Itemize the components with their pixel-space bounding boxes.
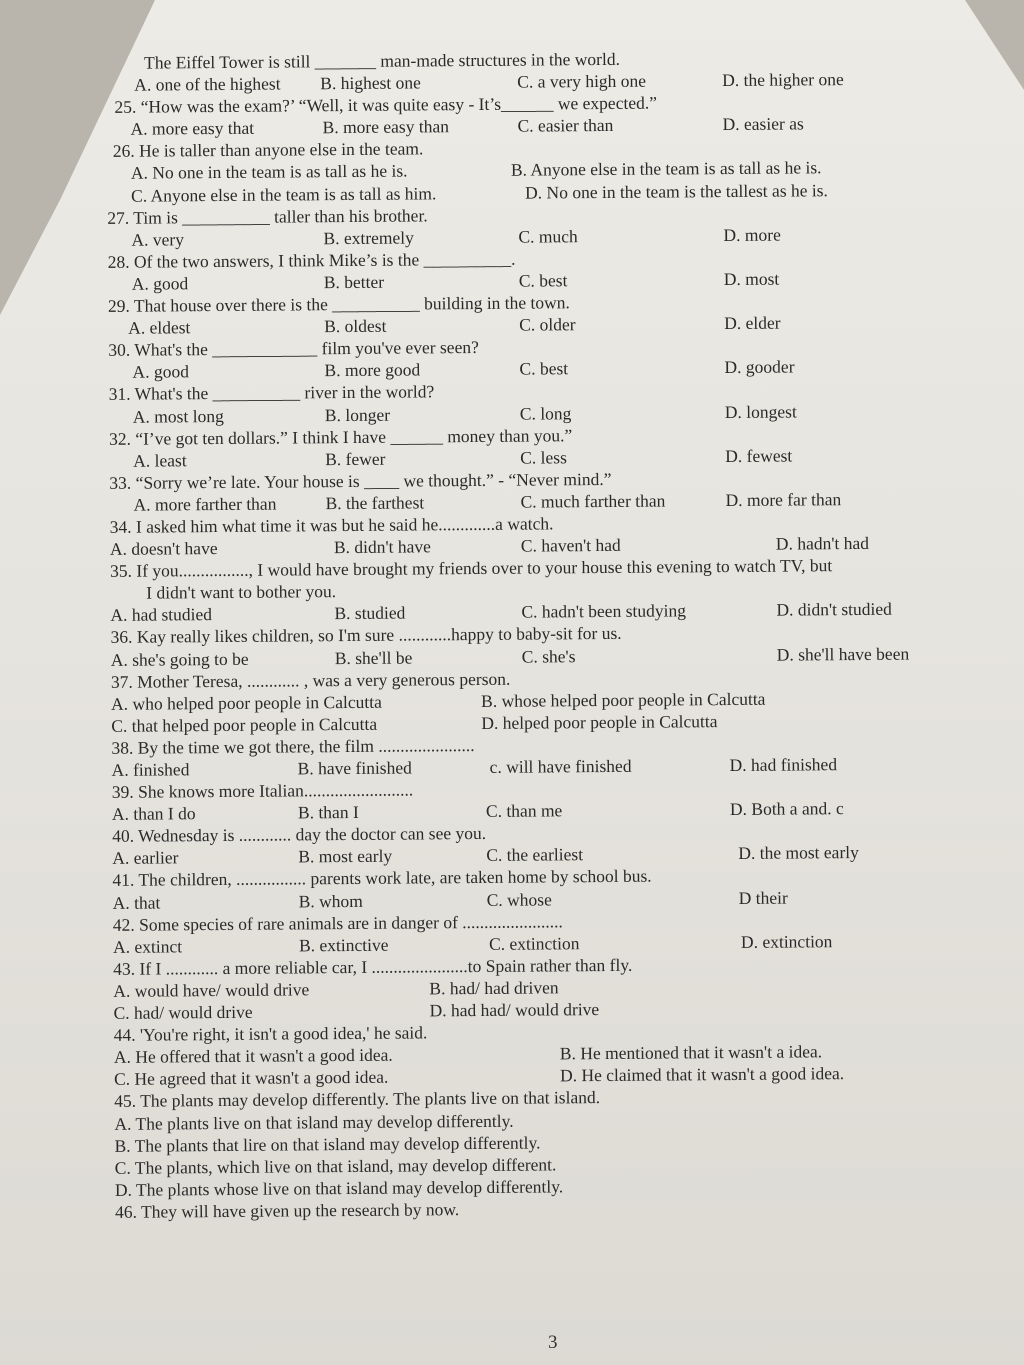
option-b: B. He mentioned that it wasn't a idea. xyxy=(559,1041,823,1064)
option-b: B. better xyxy=(323,271,385,293)
option-d: D. more far than xyxy=(725,489,842,510)
option-a: A. one of the highest xyxy=(134,73,281,95)
question-stem: 37. Mother Teresa, ............ , was a very generous person. xyxy=(110,668,511,692)
option-a: A. finished xyxy=(111,759,190,780)
option-a: A. He offered that it wasn't a good idea. xyxy=(113,1044,393,1068)
question-stem: 36. Kay really likes children, so I'm sure ............happy to baby-sit for us. xyxy=(110,623,622,648)
option-d: D. had finished xyxy=(729,754,838,776)
option-a: A. most long xyxy=(132,405,224,427)
option-c: C. the earliest xyxy=(486,844,584,866)
question-stem: 26. He is taller than anyone else in the team. xyxy=(112,138,424,162)
option-d: D. the most early xyxy=(738,842,859,864)
question-stem: 33. “Sorry we’re late. Your house is ____ we thought.” - “Never mind.” xyxy=(109,468,612,493)
option-d: D their xyxy=(738,887,788,908)
option-c: C. much xyxy=(518,225,578,247)
option-a: A. doesn't have xyxy=(109,538,218,559)
option-c: C. less xyxy=(520,446,567,468)
option-c: C. had/ would drive xyxy=(113,1001,253,1023)
option-c: C. than me xyxy=(485,800,563,822)
option-c: C. whose xyxy=(486,888,552,910)
question-stem: 35. If you................, I would have brought my friends over to your house this evening to watch TV, but xyxy=(109,555,833,582)
option-b: B. the farthest xyxy=(325,492,425,514)
option-d: D. the higher one xyxy=(722,69,844,91)
question-stem: 34. I asked him what time it was but he said he.............a watch. xyxy=(109,513,554,537)
option-a: A. she's going to be xyxy=(110,648,249,670)
option-a: A. more easy that xyxy=(130,118,255,139)
option-a: A. eldest xyxy=(128,317,191,338)
option-d: D. No one in the team is the tallest as he is. xyxy=(525,179,828,203)
option-c: C. a very high one xyxy=(517,70,647,92)
option-b: B. studied xyxy=(334,602,406,624)
option-c: C. older xyxy=(519,314,576,335)
question-stem: 27. Tim is __________ taller than his brother. xyxy=(107,205,428,228)
option-d: D. He claimed that it wasn't a good idea. xyxy=(559,1063,845,1086)
option-b: B. extremely xyxy=(323,227,414,248)
exam-content xyxy=(92,45,981,1223)
question-stem: 29. That house over there is the __________ building in the town. xyxy=(107,292,570,316)
option-b: B. than I xyxy=(297,802,359,823)
option-b: B. had/ had driven xyxy=(429,977,559,999)
question-stem: 39. She knows more Italian......................... xyxy=(111,779,414,802)
option-b: B. fewer xyxy=(325,448,386,469)
question-stem: 41. The children, ................ parents work late, are taken home by school bus. xyxy=(112,866,652,891)
option-a: A. good xyxy=(132,361,189,383)
option-b: B. longer xyxy=(324,404,391,425)
option-c: C. she's xyxy=(521,645,576,667)
option-a: A. No one in the team is as tall as he is. xyxy=(130,160,408,184)
option-b: B. more good xyxy=(324,359,421,381)
option-d: D. had had/ would drive xyxy=(429,999,600,1021)
page-number: 3 xyxy=(548,1332,558,1353)
option-b: B. extinctive xyxy=(298,934,389,956)
option-d: D. Both a and. c xyxy=(729,798,844,820)
option-d: D. extinction xyxy=(740,930,833,952)
question-continuation: I didn't want to bother you. xyxy=(146,581,337,603)
option-b: B. oldest xyxy=(324,315,387,337)
option-c: C. extinction xyxy=(488,932,580,954)
option-d: D. she'll have been xyxy=(776,643,910,665)
option-b: B. most early xyxy=(298,846,393,867)
option-c: C. much farther than xyxy=(520,490,666,512)
option-d: D. fewest xyxy=(725,445,793,466)
question-stem: 40. Wednesday is ............ day the doctor can see you. xyxy=(112,823,487,847)
option-a: A. than I do xyxy=(111,803,196,825)
option-d: D. The plants whose live on that island may develop differently. xyxy=(114,1176,564,1200)
option-d: D. elder xyxy=(724,312,781,334)
question-stem: 38. By the time we got there, the film ...................... xyxy=(111,734,475,758)
question-stem: 30. What's the ____________ film you've ever seen? xyxy=(108,337,479,361)
option-a: A. more farther than xyxy=(133,493,277,515)
question-stem: 44. 'You're right, it isn't a good idea,' he said. xyxy=(113,1022,428,1045)
option-a: A. very xyxy=(131,229,185,250)
option-b: B. highest one xyxy=(320,72,421,94)
question-stem: 46. They will have given up the research by now. xyxy=(115,1199,460,1222)
option-a: A. who helped poor people in Calcutta xyxy=(111,691,382,714)
option-c: C. that helped poor people in Calcutta xyxy=(111,713,378,736)
option-c: C. hadn't been studying xyxy=(521,600,687,622)
option-c: C. haven't had xyxy=(520,534,621,556)
option-d: D. gooder xyxy=(724,356,795,378)
option-d: D. hadn't had xyxy=(775,532,870,554)
option-a: A. extinct xyxy=(112,936,183,957)
option-a: A. would have/ would drive xyxy=(113,979,310,1001)
option-c: C. best xyxy=(519,358,569,379)
option-d: D. longest xyxy=(724,400,797,422)
option-d: D. didn't studied xyxy=(776,599,892,620)
question-stem: 31. What's the __________ river in the world? xyxy=(108,381,435,405)
option-b: B. she'll be xyxy=(334,647,413,668)
option-d: D. helped poor people in Calcutta xyxy=(481,710,718,733)
option-d: D. more xyxy=(723,224,781,245)
option-b: B. have finished xyxy=(297,757,412,779)
option-b: B. whom xyxy=(298,890,363,911)
option-a: A. least xyxy=(133,449,187,471)
question-stem: 43. If I ............ a more reliable car, I ......................to Spain rather than fly. xyxy=(113,954,633,979)
option-b: B. Anyone else in the team is as tall as he is. xyxy=(510,157,822,181)
question-stem: 42. Some species of rare animals are in danger of ....................... xyxy=(112,910,563,935)
option-c: c. will have finished xyxy=(489,755,632,777)
option-a: A. good xyxy=(131,273,189,294)
option-c: C. long xyxy=(519,402,572,424)
question-stem: 25. “How was the exam?’ “Well, it was quite easy - It’s______ we expected.” xyxy=(114,92,658,118)
option-c: C. Anyone else in the team is as tall as him. xyxy=(131,182,437,206)
option-a: A. The plants live on that island may develop differently. xyxy=(114,1110,514,1134)
option-a: A. that xyxy=(112,892,161,913)
question-stem: The Eiffel Tower is still _______ man-made structures in the world. xyxy=(144,48,621,73)
question-stem: 32. “I’ve got ten dollars.” I think I have ______ money than you.” xyxy=(108,424,573,449)
question-stem: 45. The plants may develop differently. The plants live on that island. xyxy=(114,1087,601,1112)
option-c: C. best xyxy=(518,270,568,291)
option-c: C. easier than xyxy=(517,115,614,136)
option-a: A. earlier xyxy=(112,847,179,869)
option-a: A. had studied xyxy=(110,604,213,626)
option-b: B. more easy than xyxy=(322,116,450,138)
question-stem: 28. Of the two answers, I think Mike’s is the __________. xyxy=(107,248,516,272)
option-c: C. He agreed that it wasn't a good idea. xyxy=(113,1067,389,1090)
option-d: D. most xyxy=(723,268,780,289)
option-b: B. didn't have xyxy=(333,536,431,558)
option-b: B. whose helped poor people in Calcutta xyxy=(481,688,766,711)
option-c: C. The plants, which live on that island, may develop different. xyxy=(114,1154,557,1178)
option-b: B. The plants that lire on that island may develop differently. xyxy=(114,1132,541,1156)
option-d: D. easier as xyxy=(722,113,804,135)
